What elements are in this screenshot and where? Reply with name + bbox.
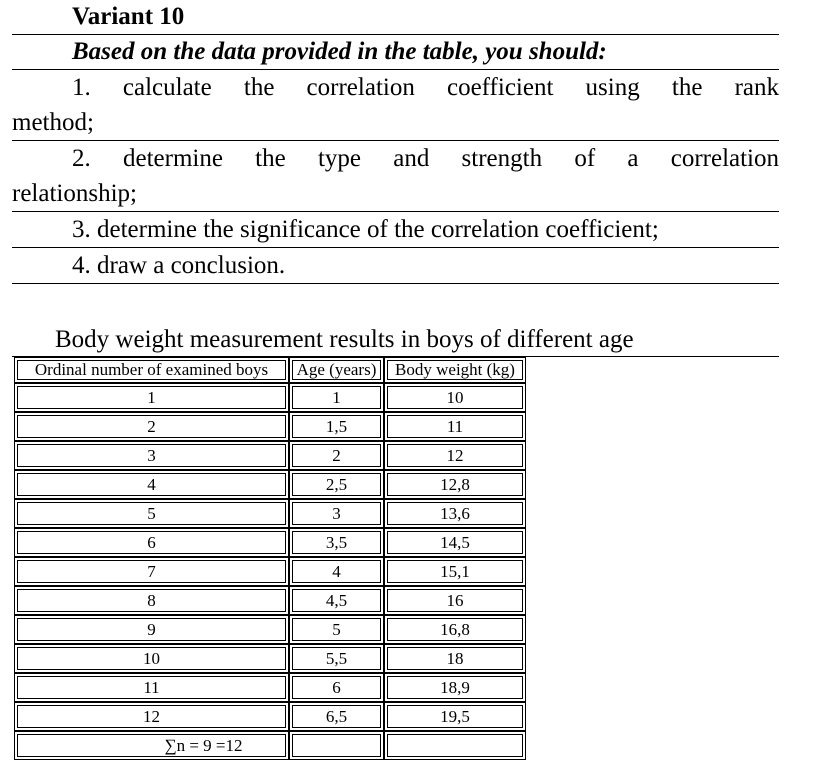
cell-age: 3 [289, 499, 384, 528]
cell-weight: 12,8 [384, 470, 526, 499]
cell-age: 1,5 [289, 412, 384, 441]
cell-number: 11 [14, 673, 289, 702]
table-body [14, 383, 526, 760]
column-header-number: Ordinal number of examined boys [14, 357, 289, 383]
data-table [14, 357, 526, 760]
table-row [14, 441, 526, 470]
cell-weight: 15,1 [384, 557, 526, 586]
task-4: 4. draw a conclusion. [12, 248, 779, 284]
task-2-line-2: relationship; [12, 180, 137, 207]
cell-number: 8 [14, 586, 289, 615]
cell-age: 5,5 [289, 644, 384, 673]
instructions-heading: Based on the data provided in the table, you should: [12, 35, 779, 70]
table-row [14, 702, 526, 731]
cell-number: 7 [14, 557, 289, 586]
cell-weight: 10 [384, 383, 526, 412]
cell-number: 12 [14, 702, 289, 731]
cell-weight: 14,5 [384, 528, 526, 557]
sum-empty-weight [384, 731, 526, 760]
cell-weight: 19,5 [384, 702, 526, 731]
table-row [14, 412, 526, 441]
task-1 [12, 70, 779, 141]
cell-age: 6 [289, 673, 384, 702]
sum-cell: ∑n = 9 =12 [14, 731, 289, 760]
table-row [14, 528, 526, 557]
task-1-line-2: method; [12, 109, 94, 136]
table-header-row [14, 357, 526, 383]
cell-weight: 13,6 [384, 499, 526, 528]
table-row [14, 644, 526, 673]
cell-number: 6 [14, 528, 289, 557]
cell-age: 1 [289, 383, 384, 412]
document [12, 0, 779, 357]
sum-empty-age [289, 731, 384, 760]
cell-weight: 16,8 [384, 615, 526, 644]
cell-age: 3,5 [289, 528, 384, 557]
cell-weight: 18,9 [384, 673, 526, 702]
cell-number: 1 [14, 383, 289, 412]
cell-weight: 12 [384, 441, 526, 470]
column-header-weight: Body weight (kg) [384, 357, 526, 383]
sum-row [14, 731, 526, 760]
table-title: Body weight measurement results in boys of different age [12, 324, 779, 357]
cell-age: 4 [289, 557, 384, 586]
cell-number: 9 [14, 615, 289, 644]
cell-number: 10 [14, 644, 289, 673]
variant-heading: Variant 10 [12, 0, 779, 35]
cell-weight: 18 [384, 644, 526, 673]
task-1-line-1: 1. calculate the correlation coefficient using the rank [72, 74, 779, 101]
task-3: 3. determine the significance of the correlation coefficient; [12, 212, 779, 248]
column-header-age: Age (years) [289, 357, 384, 383]
cell-age: 2 [289, 441, 384, 470]
cell-age: 5 [289, 615, 384, 644]
cell-weight: 16 [384, 586, 526, 615]
cell-age: 2,5 [289, 470, 384, 499]
table-row [14, 470, 526, 499]
task-2 [12, 141, 779, 212]
cell-number: 4 [14, 470, 289, 499]
cell-age: 6,5 [289, 702, 384, 731]
cell-age: 4,5 [289, 586, 384, 615]
table-row [14, 499, 526, 528]
table-row [14, 383, 526, 412]
cell-weight: 11 [384, 412, 526, 441]
table-row [14, 586, 526, 615]
cell-number: 5 [14, 499, 289, 528]
table-row [14, 673, 526, 702]
table-row [14, 557, 526, 586]
cell-number: 2 [14, 412, 289, 441]
cell-number: 3 [14, 441, 289, 470]
task-2-line-1: 2. determine the type and strength of a correlation [72, 145, 779, 172]
table-row [14, 615, 526, 644]
